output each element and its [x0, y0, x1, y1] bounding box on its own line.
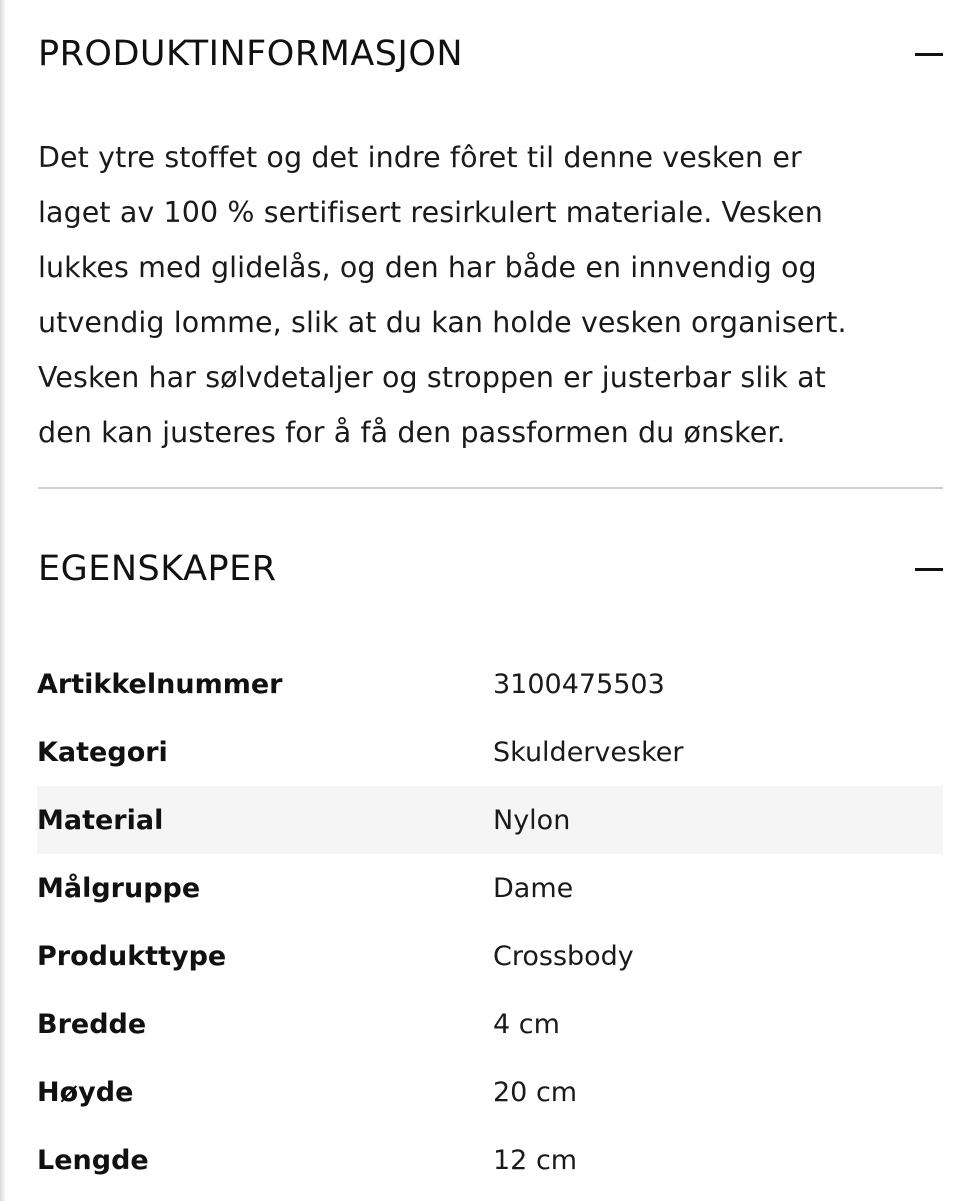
property-label: Kategori	[37, 736, 168, 768]
description-line: Vesken har sølvdetaljer og stroppen er justerbar slik at	[38, 361, 826, 394]
description-line: utvendig lomme, slik at du kan holde vesken organisert.	[38, 306, 847, 339]
table-row	[37, 1126, 943, 1194]
property-value: Nylon	[493, 804, 571, 836]
properties-header[interactable]	[38, 547, 943, 591]
table-row	[37, 650, 943, 718]
property-value: 12 cm	[493, 1144, 578, 1176]
description-line: Det ytre stoffet og det indre fôret til denne vesken er	[38, 141, 802, 174]
table-row	[37, 718, 943, 786]
description-line: laget av 100 % sertifisert resirkulert materiale. Vesken	[38, 196, 823, 229]
table-row	[37, 990, 943, 1058]
table-row	[37, 786, 943, 854]
product-info-title: PRODUKTINFORMASJON	[38, 34, 464, 74]
properties-table	[37, 650, 943, 1194]
description-line: den kan justeres for å få den passformen du ønsker.	[38, 416, 786, 449]
description-line: lukkes med glidelås, og den har både en innvendig og	[38, 251, 817, 284]
property-value: 4 cm	[493, 1008, 560, 1040]
table-row	[37, 854, 943, 922]
property-label: Målgruppe	[37, 872, 201, 904]
table-row	[37, 922, 943, 990]
property-label: Artikkelnummer	[37, 668, 283, 700]
property-label: Bredde	[37, 1008, 147, 1040]
table-row	[37, 1058, 943, 1126]
section-divider	[38, 487, 943, 489]
page-edge-shadow	[0, 0, 6, 1201]
property-value: Crossbody	[493, 940, 634, 972]
property-label: Høyde	[37, 1076, 134, 1108]
product-description	[38, 130, 943, 460]
property-value: 20 cm	[493, 1076, 578, 1108]
property-value: 3100475503	[493, 668, 665, 700]
property-label: Material	[37, 804, 164, 836]
property-label: Lengde	[37, 1144, 149, 1176]
property-value: Skuldervesker	[493, 736, 684, 768]
properties-title: EGENSKAPER	[38, 549, 277, 589]
product-info-header[interactable]	[38, 32, 943, 76]
property-value: Dame	[493, 872, 574, 904]
minus-icon[interactable]	[915, 555, 943, 583]
minus-icon[interactable]	[915, 40, 943, 68]
property-label: Produkttype	[37, 940, 227, 972]
